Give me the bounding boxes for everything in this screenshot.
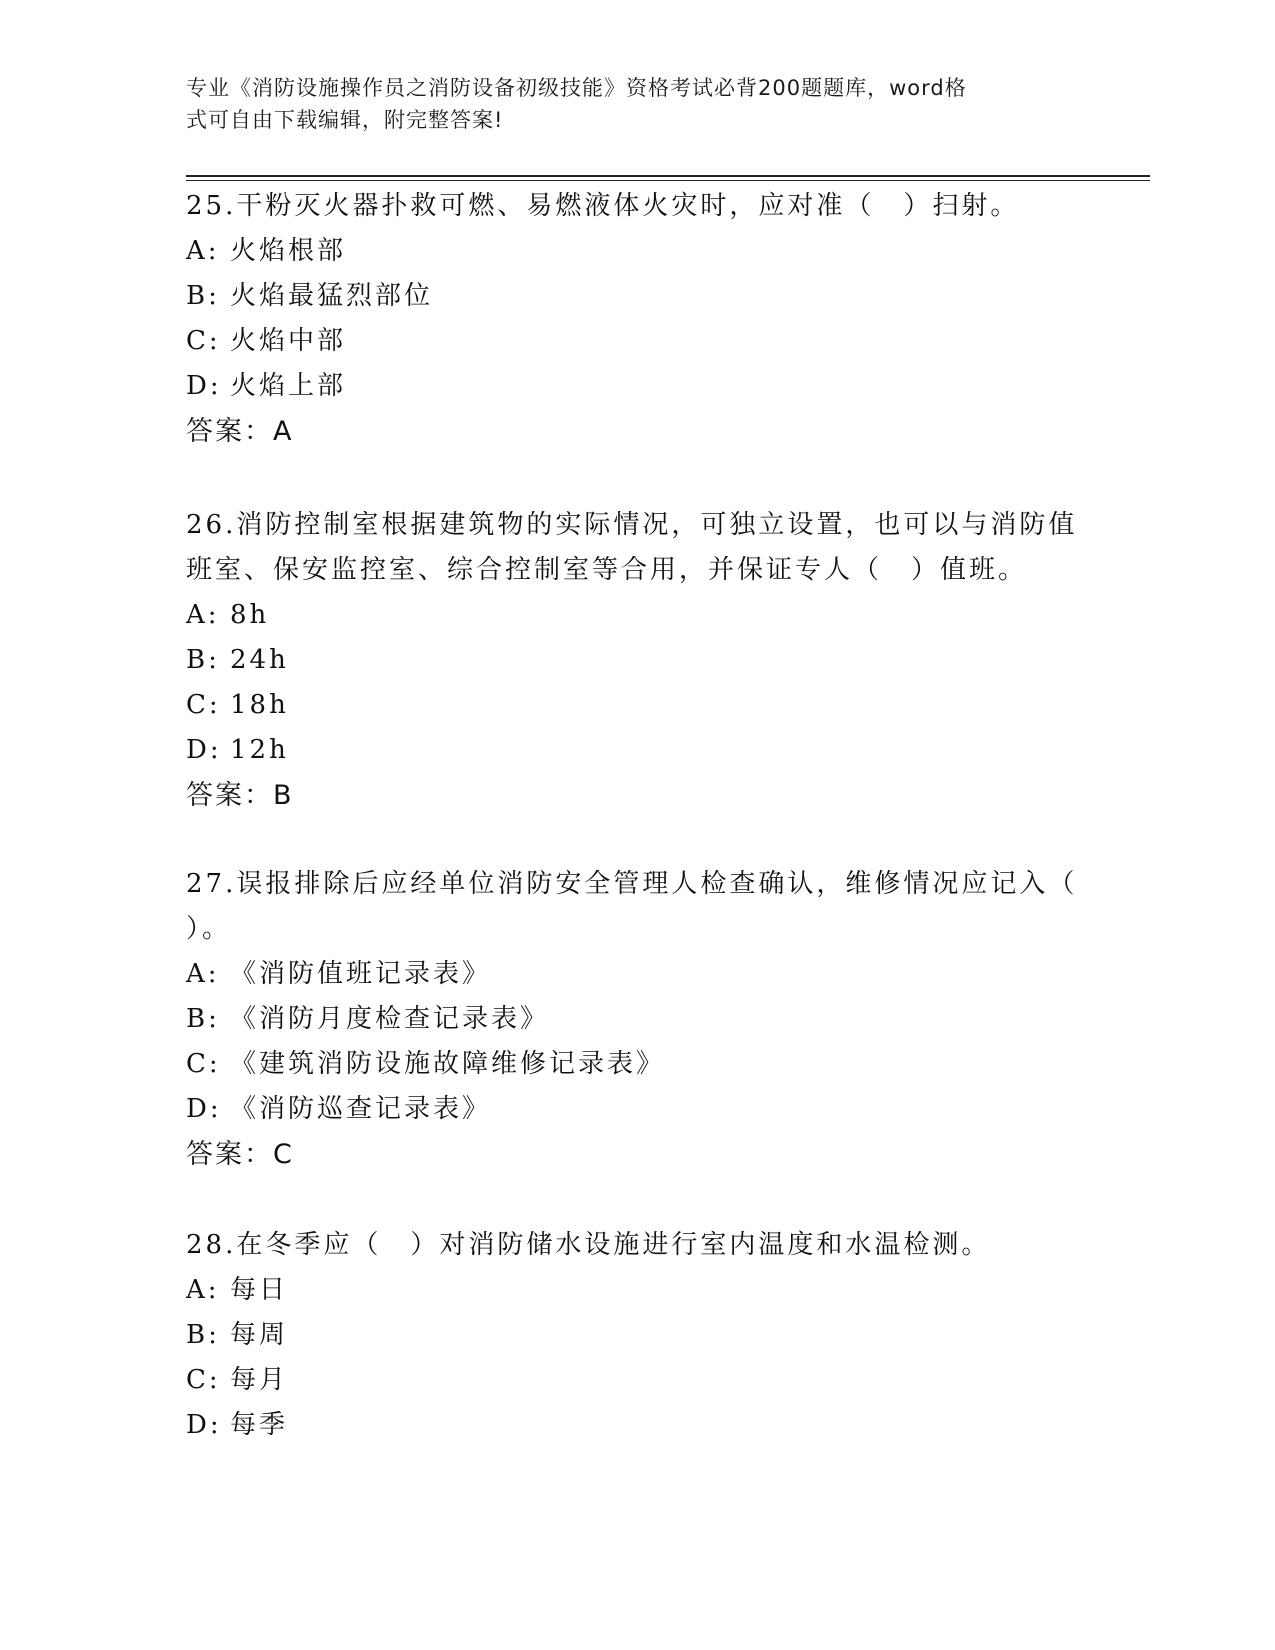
option-letter: A: [186, 959, 220, 989]
question-26 [186, 503, 1086, 818]
option-text: 火焰中部 [230, 326, 347, 356]
option-letter: C: [186, 1049, 221, 1079]
answer-line: 答案：C [186, 1139, 294, 1170]
option-text: 8h [230, 600, 270, 630]
document-header [186, 72, 1066, 136]
option-a [186, 229, 1086, 274]
option-letter: D: [186, 371, 222, 401]
question-stem-line: 27.误报排除后应经单位消防安全管理人检查确认，维修情况应记入（ [186, 869, 1078, 899]
option-text: 每日 [230, 1275, 289, 1305]
option-letter: D: [186, 1094, 222, 1124]
option-text: 火焰上部 [230, 371, 347, 401]
option-text: 《消防值班记录表》 [230, 959, 492, 989]
option-letter: B: [186, 1320, 220, 1350]
option-c [186, 1358, 1086, 1403]
option-a [186, 952, 1086, 997]
option-letter: C: [186, 1365, 221, 1395]
option-letter: A: [186, 1275, 220, 1305]
question-stem [186, 1223, 1086, 1268]
header-divider-thin [186, 180, 1150, 181]
option-text: 24h [230, 645, 289, 675]
question-stem [186, 503, 1086, 593]
option-letter: D: [186, 1410, 222, 1440]
option-b [186, 1313, 1086, 1358]
answer-line: 答案：A [186, 416, 294, 447]
option-letter: D: [186, 735, 222, 765]
option-c [186, 319, 1086, 364]
option-b [186, 274, 1086, 319]
option-letter: B: [186, 1004, 220, 1034]
question-28 [186, 1223, 1086, 1448]
question-stem-line: 28.在冬季应（ ）对消防储水设施进行室内温度和水温检测。 [186, 1230, 991, 1260]
option-text: 12h [230, 735, 289, 765]
option-a [186, 593, 1086, 638]
option-d [186, 1087, 1086, 1132]
question-27 [186, 862, 1086, 1177]
option-a [186, 1268, 1086, 1313]
question-stem-line: 26.消防控制室根据建筑物的实际情况，可独立设置，也可以与消防值 [186, 510, 1078, 540]
question-stem [186, 184, 1086, 229]
option-b [186, 997, 1086, 1042]
option-text: 《建筑消防设施故障维修记录表》 [230, 1049, 666, 1079]
option-d [186, 364, 1086, 409]
answer-line: 答案：B [186, 780, 294, 811]
option-d [186, 1403, 1086, 1448]
header-line-1: 专业《消防设施操作员之消防设备初级技能》资格考试必背200题题库，word格 [186, 76, 967, 100]
option-letter: A: [186, 236, 220, 266]
question-stem-line: 班室、保安监控室、综合控制室等合用，并保证专人（ ）值班。 [186, 555, 1028, 585]
header-divider-thick [186, 175, 1150, 177]
option-letter: C: [186, 326, 221, 356]
option-c [186, 1042, 1086, 1087]
option-letter: C: [186, 690, 221, 720]
option-letter: B: [186, 645, 220, 675]
question-stem-line: ）。 [186, 914, 232, 944]
option-d [186, 728, 1086, 773]
option-text: 每季 [230, 1410, 289, 1440]
option-letter: A: [186, 600, 220, 630]
option-text: 《消防巡查记录表》 [230, 1094, 492, 1124]
option-text: 火焰根部 [230, 236, 347, 266]
option-b [186, 638, 1086, 683]
option-text: 18h [230, 690, 289, 720]
question-25 [186, 184, 1086, 454]
option-text: 每周 [230, 1320, 289, 1350]
option-text: 《消防月度检查记录表》 [230, 1004, 550, 1034]
question-stem [186, 862, 1086, 952]
option-letter: B: [186, 281, 220, 311]
question-stem-line: 25.干粉灭火器扑救可燃、易燃液体火灾时，应对准（ ）扫射。 [186, 191, 1020, 221]
header-line-2: 式可自由下载编辑，附完整答案! [186, 108, 504, 132]
option-text: 火焰最猛烈部位 [230, 281, 434, 311]
option-text: 每月 [230, 1365, 289, 1395]
option-c [186, 683, 1086, 728]
